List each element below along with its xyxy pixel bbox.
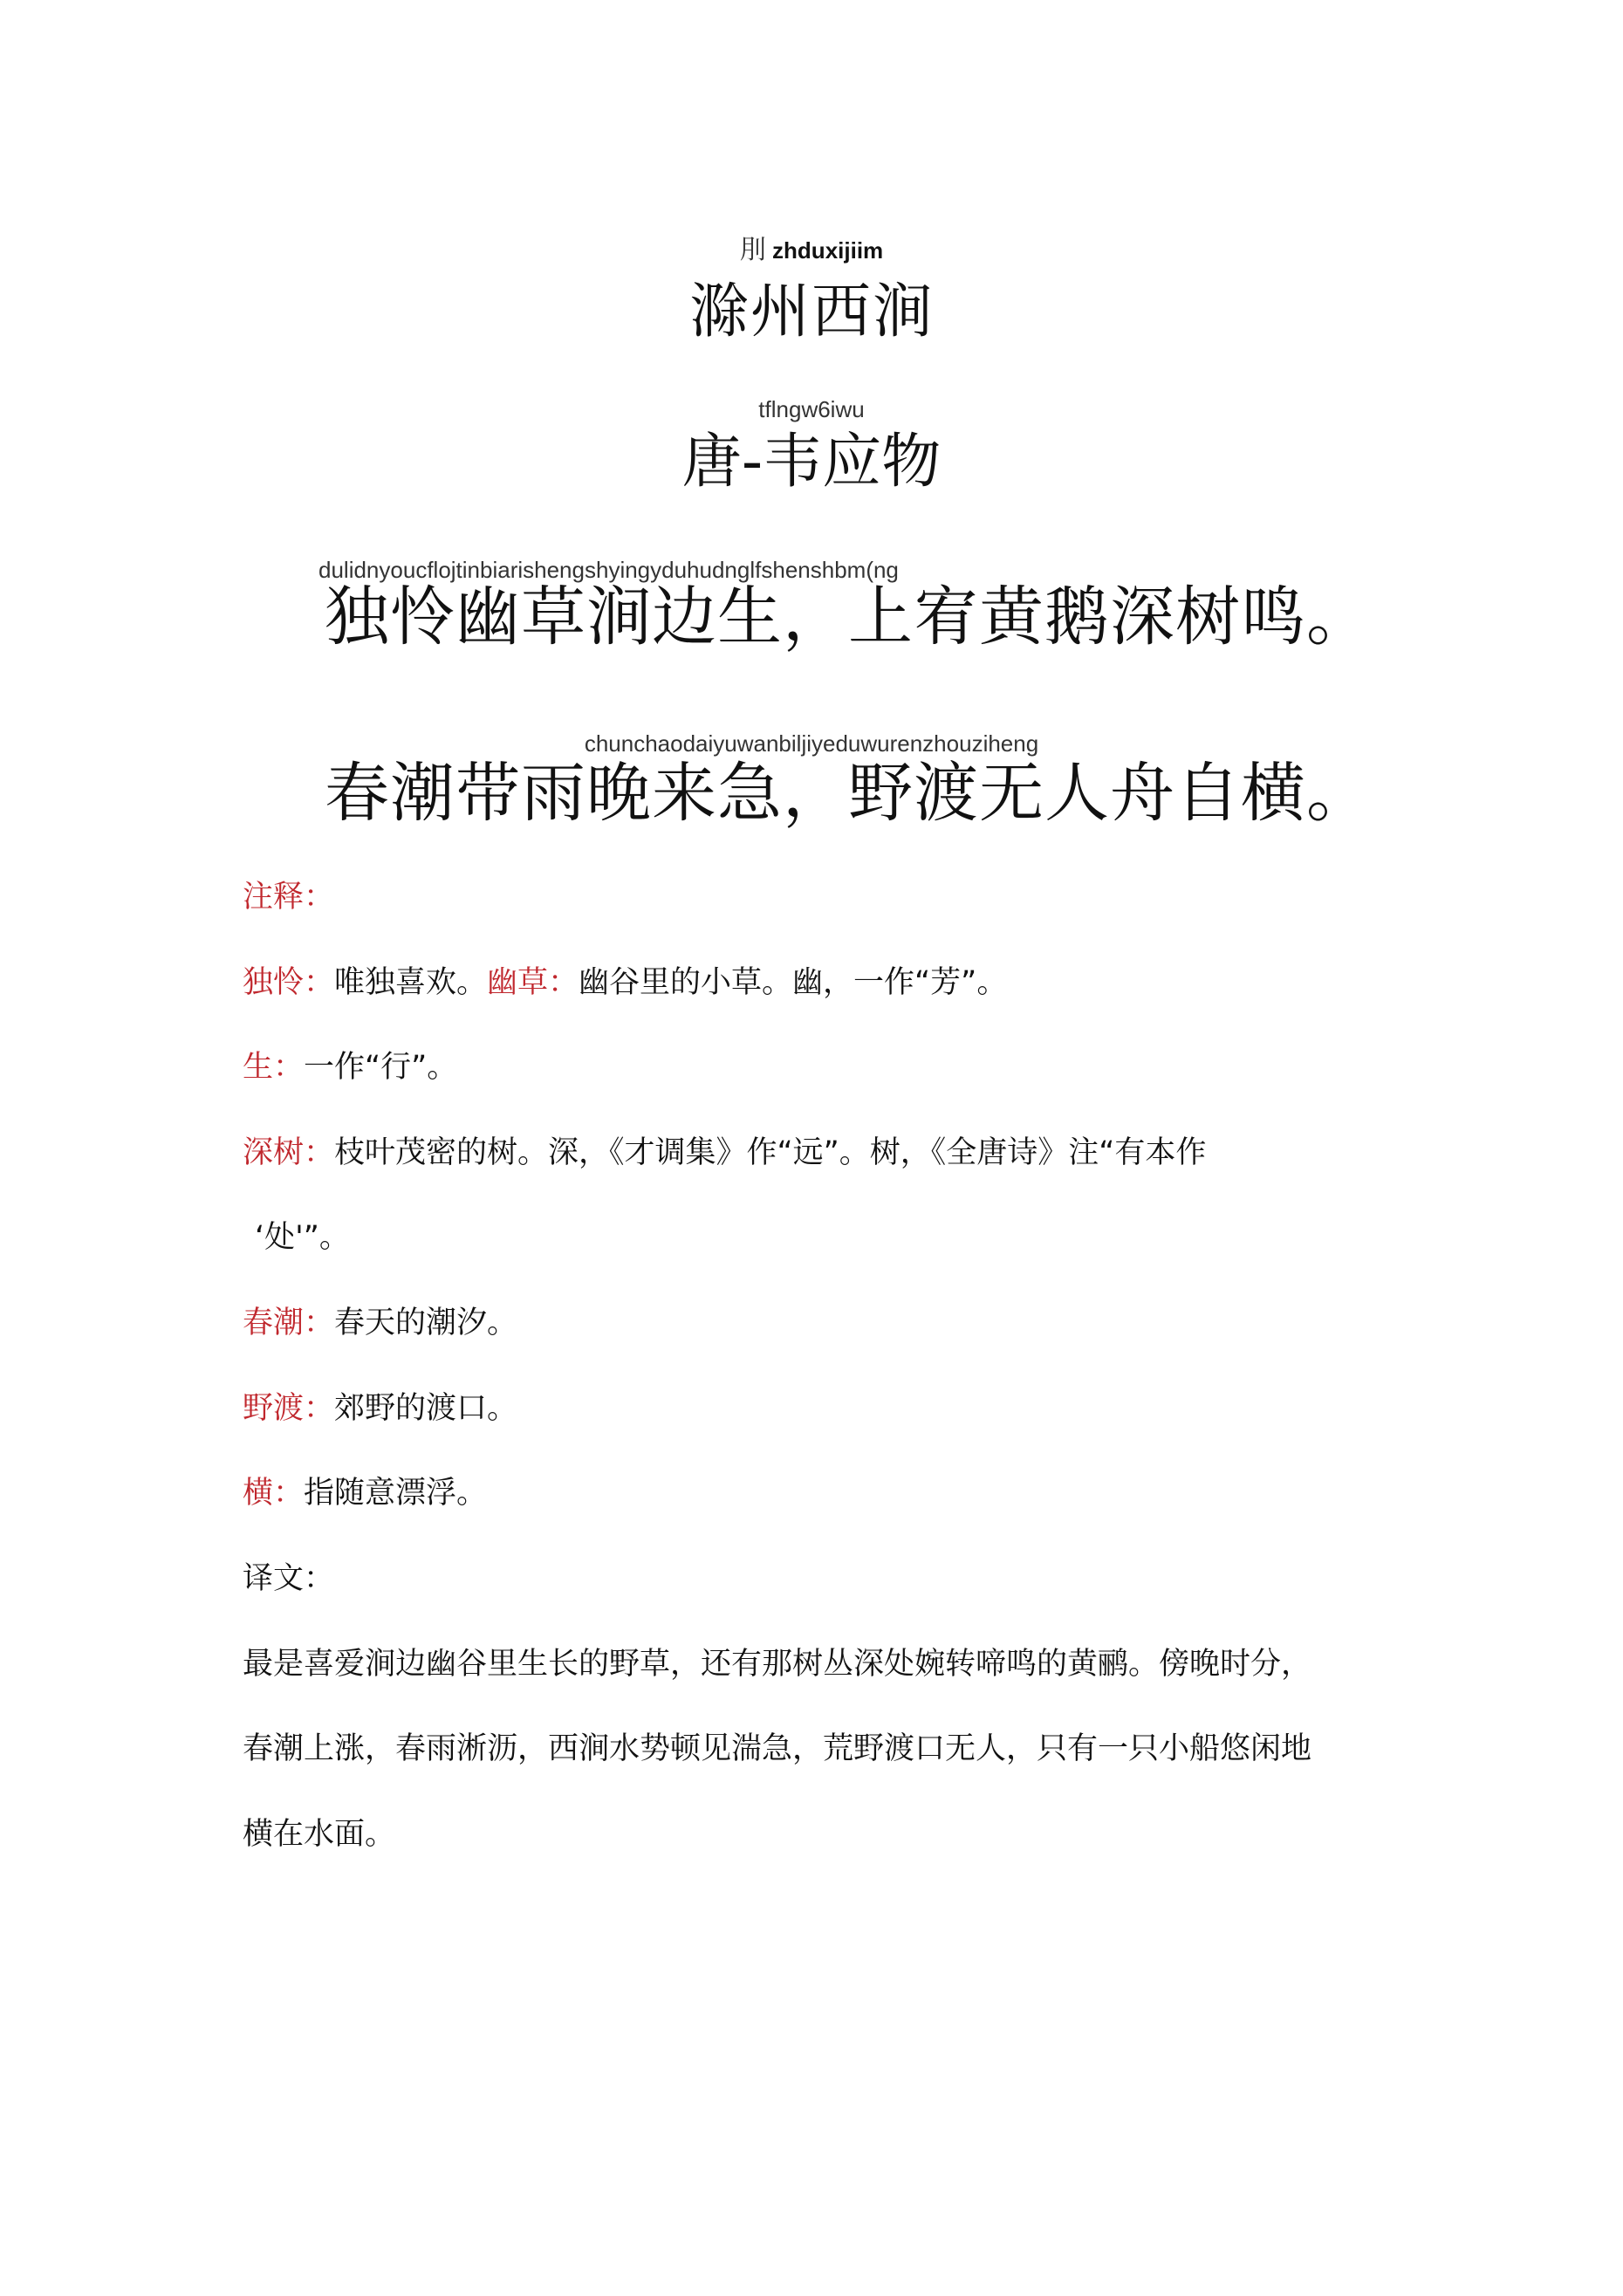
note-line-yedu: [243, 1389, 517, 1428]
note-line-shenshu-continued: ‘处'”。: [255, 1220, 350, 1255]
note-term-sheng: 生：: [243, 1050, 305, 1085]
verse-line-2-pinyin: chunchaodaiyuwanbiljiyeduwurenzhouziheng: [584, 730, 1039, 757]
translation-heading: 译文：: [243, 1561, 335, 1596]
note-def-shenshu: 枝叶茂密的树。深，《才调集》作“远”。树，《全唐诗》注“有本作: [334, 1135, 1207, 1170]
note-line-sheng: [243, 1048, 457, 1086]
poem-author: 唐-韦应物: [681, 428, 942, 497]
note-def-sheng: 一作“行”。: [304, 1050, 458, 1085]
note-line-chunchao: [243, 1304, 517, 1342]
title-pinyin-text: zhduxijiim: [772, 237, 884, 264]
note-def-yedu: 郊野的渡口。: [334, 1391, 518, 1426]
note-term-shenshu: 深树：: [243, 1135, 335, 1170]
verse-line-1-pinyin: dulidnyoucflojtinbiarishengshyingyduhudnglfshenshbm(ng: [318, 557, 899, 583]
verse-line-1: 独怜幽草涧边生，上宥黄鹅深树鸣。: [325, 579, 1372, 655]
note-def-chunchao: 春天的潮汐。: [334, 1306, 518, 1340]
note-term-chunchao: 春潮：: [243, 1306, 335, 1340]
poem-title: 滁州西涧: [688, 278, 934, 346]
verse-line-2: 春潮带雨晚来急，野渡无人舟自横。: [325, 756, 1372, 831]
notes-heading: 注释：: [243, 880, 335, 915]
note-term-youcao: 幽草：: [487, 965, 579, 1000]
note-term-yedu: 野渡：: [243, 1391, 335, 1426]
author-pinyin: tflngw6iwu: [758, 396, 865, 422]
note-line-heng: [243, 1474, 487, 1512]
note-term-dulian: 独怜：: [243, 965, 335, 1000]
note-term-heng: 横：: [243, 1476, 305, 1511]
title-pinyin: [0, 237, 1623, 264]
translation-line-3: 横在水面。: [243, 1817, 396, 1852]
note-def-heng: 指随意漂浮。: [304, 1476, 488, 1511]
note-def-dulian: 唯独喜欢。: [334, 965, 488, 1000]
note-def-youcao: 幽谷里的小草。幽，一作“芳”。: [579, 965, 1008, 1000]
note-line-shenshu: [243, 1134, 1206, 1172]
note-line-dulian-youcao: [243, 963, 1007, 1002]
title-pinyin-prefix: 刖: [739, 235, 766, 265]
translation-line-2: 春潮上涨，春雨淅沥，西涧水势顿见湍急，荒野渡口无人，只有一只小船悠闲地: [243, 1731, 1312, 1766]
translation-line-1: 最是喜爱涧边幽谷里生长的野草，还有那树丛深处婉转啼鸣的黄鹂。傍晚时分，: [243, 1647, 1312, 1682]
